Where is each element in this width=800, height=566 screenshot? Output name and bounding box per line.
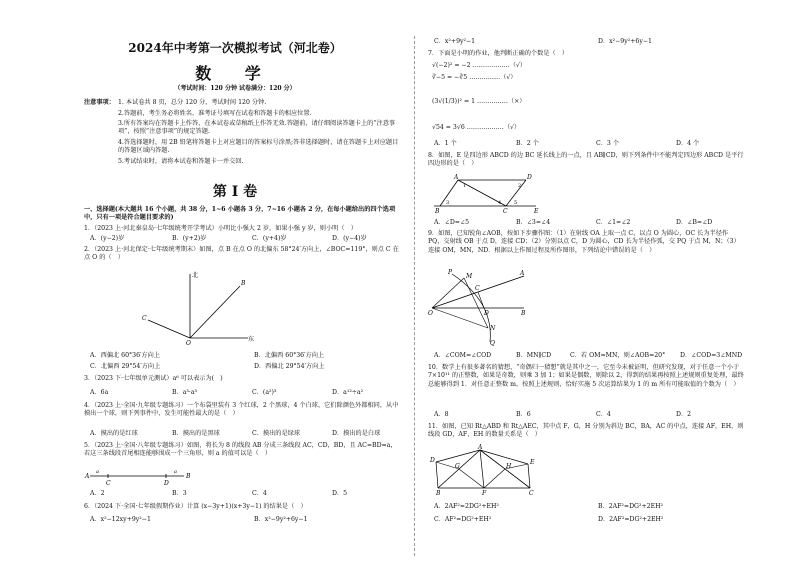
label-b-point: B	[186, 473, 191, 480]
part-title: 第 I 卷	[212, 184, 258, 200]
question-7: 7．下面是小明的作业，他判断正确的个数是（ ）	[428, 50, 569, 57]
note-item: 5.考试结束时，请将本试卷和答题卡一并交回.	[118, 157, 244, 165]
column-divider	[414, 36, 415, 556]
label-north: 北	[192, 272, 199, 279]
question-4: 4．（2023 上·全国·九年级专题练习）一个布袋里装有 3 个红球，2 个黑球，4 个白球，它们除颜色外都相同，从中摸出一个球，则下列事件中，发生可能性最大的是（ ）	[84, 402, 399, 418]
option: A．∠D=∠5	[434, 219, 470, 226]
label-c-point: C	[106, 480, 111, 487]
question-1: 1．（2023 上·河北秦皇岛·七年级统考开学考试）小明比小强大 2 岁，如果小强 y 岁，则小明（ ）	[84, 225, 357, 232]
option: D．4 个	[676, 140, 700, 147]
q9-figure	[428, 268, 528, 346]
q11-figure	[430, 444, 540, 496]
label-h: H	[506, 463, 512, 470]
q5-figure	[84, 464, 194, 488]
question-3: 3．（2023 下·七年级单元测试）a⁶ 可以表示为( )	[84, 375, 223, 382]
label-b: B	[435, 208, 440, 214]
label-o: O	[428, 310, 433, 317]
label-e: E	[530, 459, 535, 466]
q7-line: ∛−5 = −∛5 ……………（√）	[432, 74, 517, 81]
angle-3: 3	[446, 200, 450, 206]
option: C．北偏西 29°54′方向上	[90, 363, 161, 370]
label-q: Q	[490, 340, 495, 346]
q2-figure	[140, 268, 260, 346]
label-g: G	[455, 463, 460, 470]
option: D．2AF²=DG²+2EH²	[598, 516, 664, 523]
q7-line: √54 = 3√6 ………………（√）	[432, 124, 521, 131]
label-a: A	[520, 270, 525, 277]
option: D．∠COD=3∠MND	[680, 352, 743, 359]
option: B．a³·a³	[172, 389, 198, 396]
label-a: A	[454, 174, 459, 181]
angle-5: 5	[514, 200, 518, 206]
q7-line: √(−2)² = −2 ………………（√）	[432, 62, 527, 69]
option: C．3 个	[596, 140, 620, 147]
option: B．∠3=∠4	[516, 219, 551, 226]
option: D．5	[332, 490, 348, 497]
label-east: 东	[248, 336, 255, 343]
label-b: B	[521, 310, 526, 317]
option: D．(y−4)岁	[332, 235, 367, 242]
label-c: C	[142, 315, 147, 322]
question-6: 6．（2024 下·全国·七年级假期作业）计算 (x−3y+1)(x+3y−1) 的结果是（ ）	[84, 503, 307, 510]
question-11: 11．如图，已知 Rt△ABD 和 Rt△AEC，其中点 F，G，H 分别为斜边 BC，BA，AC 的中点，连接 AF，EH，则线段 GD，AF，EH 的数量关系是（ ）	[428, 423, 744, 439]
subject-title: 数 学	[195, 64, 275, 83]
option: D．∠B=∠D	[676, 219, 713, 226]
option: C．AF²=DG²+EH²	[434, 516, 492, 523]
label-c: C	[475, 285, 480, 292]
option: B．MN∥CD	[516, 352, 552, 359]
option: A．x²−12xy+9y²−1	[90, 516, 151, 523]
label-a-point: A	[85, 473, 90, 480]
note-item: 3.所有答案均在答题卡上作答，在本试卷或草稿纸上作答无效.答题前，请仔细阅读答题卡上的“注意事项”，按照“注意事项”的规定答题.	[118, 120, 396, 136]
option: C．4	[596, 411, 611, 418]
option: A．2AF²=2DG²+EH²	[434, 503, 499, 510]
option: A．2	[90, 490, 105, 497]
question-5: 5．（2023 上·全国·八年级专题练习）如图，将长为 8 的线段 AB 分成三条线段 AC，CD，BD，且 AC=BD=a，若这三条线段首尾相连能够围成一个三角形，则 a 的值可以是（ ）	[84, 442, 397, 458]
angle-1: 1	[463, 183, 467, 189]
option: A．6a	[90, 389, 109, 396]
option: D．西偏北 29°54′方向上	[254, 363, 325, 370]
exam-title: 2024年中考第一次模拟考试（河北卷）	[128, 41, 342, 55]
label-n: N	[490, 325, 496, 332]
option: B．2AF²=DG²+2EH²	[598, 503, 663, 510]
label-f: F	[482, 490, 487, 496]
option: C．4	[252, 490, 267, 497]
option: A．(y−2)岁	[90, 235, 125, 242]
label-o: O	[186, 340, 191, 346]
option: C．x²+9y²−1	[434, 38, 476, 45]
notes-list	[118, 99, 400, 168]
option: A．8	[434, 411, 449, 418]
option: D．x²−9y²+6y−1	[598, 38, 652, 45]
option: B．x²−9y²+6y−1	[254, 516, 308, 523]
label-d-point: D	[164, 480, 169, 487]
label-a: A	[478, 444, 483, 451]
option: D．2	[676, 411, 692, 418]
option: C．(a²)³	[252, 389, 277, 396]
question-8: 8．如图，E 是四边形 ABCD 的边 BC 延长线上的一点，且 AB∥CD，则下列条件中不能判定四边形 ABCD 是平行四边形的是（ ）	[428, 152, 744, 168]
option: C．(y+4)岁	[252, 235, 287, 242]
option: A．1 个	[434, 140, 457, 147]
section-heading: 一、选择题(本大题共 16 个小题，共 38 分，1~6 小题各 3 分，7~16 小题各 2 分，在每小题给出的四个选项中，只有一项是符合题目要求的)	[84, 206, 396, 222]
option: D．a¹²÷a²	[332, 389, 364, 396]
option: C．摸出的是绿球	[252, 430, 301, 437]
option: B．2 个	[516, 140, 539, 147]
option: C．若 OM=MN，则∠AOB=20°	[570, 352, 666, 359]
option: A．摸出的是红球	[90, 430, 138, 437]
label-d: D	[484, 310, 489, 317]
note-item: 1. 本试卷共 8 页，总分 120 分，考试时间 120 分钟.	[118, 99, 267, 106]
q7-line: (3√(1/3))² = 1 ……………（×）	[432, 98, 526, 105]
option: B．北偏西 60°36′方向上	[254, 352, 325, 359]
label-d: D	[527, 174, 532, 181]
label-a-length: a	[96, 469, 99, 475]
option: B．6	[516, 411, 531, 418]
question-9: 9．如图，已知锐角∠AOB，按如下步骤作图：（1）在射线 OA 上取一点 C，以点 O 为圆心，OC 长为半径作 PQ，交射线 OB 于点 D，连接 CD；（2）分别以点 C，D 为圆心，CD 长为半径作弧，交 PQ 于点 M，N；（3）连接 OM，MN，ND．根据以上作图过程及所作图形，下列结论中错误的是（ ）	[428, 230, 740, 254]
label-b: B	[436, 490, 441, 496]
angle-4: 4	[498, 200, 502, 206]
label-m: M	[466, 273, 473, 280]
exam-info: （考试时间：120 分钟 试卷满分：120 分）	[174, 85, 296, 92]
option: A．∠COM=∠COD	[434, 352, 492, 359]
label-b: B	[241, 280, 246, 287]
q8-figure	[430, 174, 540, 214]
note-item: 4.答选择题时，用 2B 铅笔将答题卡上对应题目的答案标号涂黑;答非选择题时，请在答题卡上对应题目的答题区域内答题.	[118, 139, 399, 155]
option: C．∠1=∠2	[596, 219, 631, 226]
option: D．摸出的是白球	[332, 430, 381, 437]
question-10: 10．数学上有很多著名的猜想，“奇偶归一猜想”就是其中之一，它至今未被证明，但研究发现，对于任意一个小于 7×10¹¹ 的正整数，如果是奇数，则乘 3 加 1；如果是偶数，则除以 2，得到的结果再按照上述规则重复处理，最终总能够得到 1．对任意正整数 m，按照上述规则，恰好实施 5 次运算结果为 1 的 m 所有可能取值的个数为（ ）	[428, 364, 744, 388]
label-d: D	[430, 457, 435, 464]
label-p: P	[448, 269, 453, 276]
label-c: C	[503, 208, 508, 214]
angle-2: 2	[518, 183, 522, 189]
option: B．3	[172, 490, 187, 497]
note-item: 2.答题前，考生务必将姓名、准考证号填写在试卷和答题卡的相应位置.	[118, 109, 312, 117]
label-a-length-2: a	[174, 469, 177, 475]
option: A．西偏北 60°36′方向上	[90, 352, 160, 359]
label-e: E	[534, 208, 539, 214]
option: B．摸出的是黑球	[172, 430, 220, 437]
option: B．(y+2)岁	[172, 235, 207, 242]
question-2: 2．（2023 上·河北保定·七年级统考期末）如图，点 B 在点 O 的北偏东 58°24′方向上，∠BOC=119°，则点 C 在点 O 的（ ）	[84, 246, 399, 262]
notes-label: 注意事项：	[84, 99, 115, 106]
label-c: C	[529, 490, 534, 496]
